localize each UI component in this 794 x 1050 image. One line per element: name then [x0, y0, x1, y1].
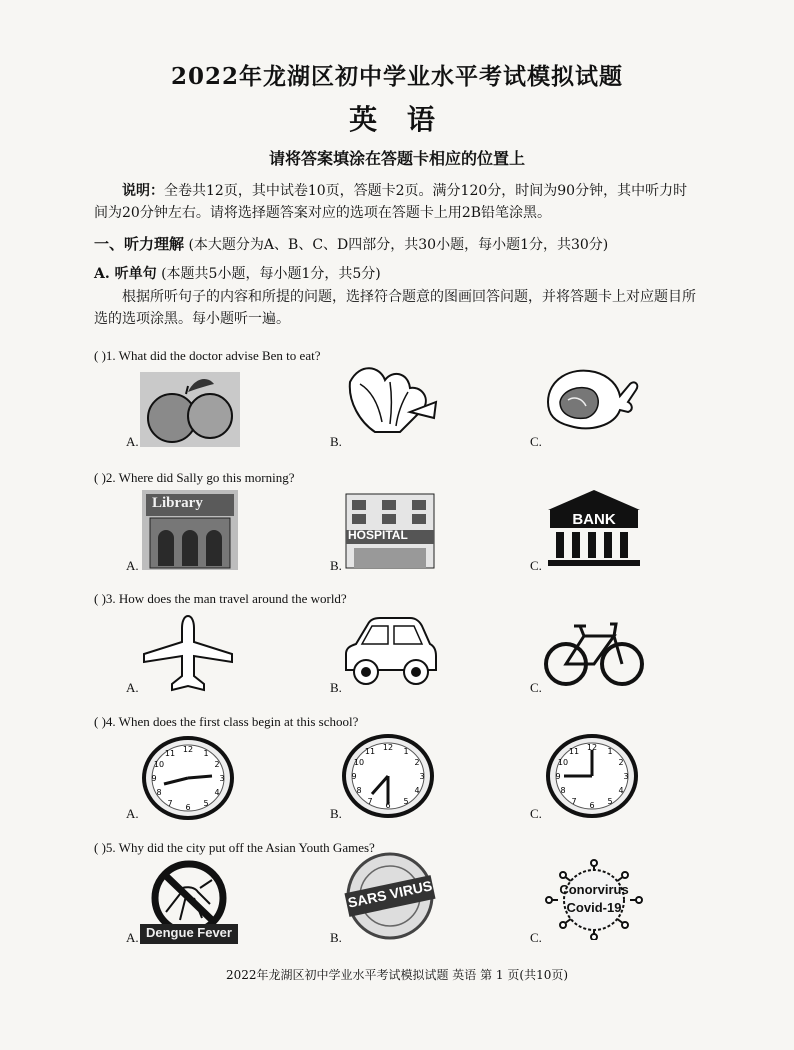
- hospital-sign: HOSPITAL: [348, 528, 408, 542]
- question-3: ( )3. How does the man travel around the world?: [94, 591, 347, 606]
- notes-label: 说明：: [122, 183, 164, 199]
- svg-text:6: 6: [385, 801, 391, 810]
- svg-text:1: 1: [607, 747, 613, 756]
- meat-icon: [540, 362, 640, 434]
- page-footer: 2022年龙湖区初中学业水平考试模拟试题 英语 第 1 页(共10页): [225, 968, 569, 982]
- library-sign: Library: [152, 495, 203, 511]
- subject-title: 英 语: [349, 103, 445, 136]
- car-icon: [340, 614, 438, 692]
- svg-text:5: 5: [403, 797, 409, 806]
- bank-icon: [546, 488, 642, 568]
- question-2: ( )2. Where did Sally go this morning?: [94, 470, 295, 485]
- svg-text:2: 2: [618, 758, 624, 767]
- svg-text:11: 11: [164, 749, 176, 758]
- q2-option-c: C.: [530, 558, 542, 573]
- svg-text:8: 8: [560, 786, 566, 795]
- dengue-sign: Dengue Fever: [146, 925, 232, 940]
- bank-sign: BANK: [572, 511, 616, 528]
- svg-text:10: 10: [353, 758, 365, 767]
- section-detail: (本大题分为A、B、C、D四部分，共30小题，每小题1分，共30分): [188, 237, 609, 253]
- q5-option-b: B.: [330, 930, 342, 945]
- svg-text:7: 7: [367, 797, 373, 806]
- svg-text:12: 12: [586, 743, 598, 752]
- q2-option-a: A.: [126, 558, 139, 573]
- clock-icon: [342, 734, 434, 818]
- question-4: ( )4. When does the first class begin at this school?: [94, 714, 359, 729]
- svg-text:5: 5: [607, 797, 613, 806]
- svg-text:7: 7: [167, 799, 173, 808]
- q3-option-a: A.: [126, 680, 139, 695]
- svg-text:6: 6: [589, 801, 595, 810]
- library-icon: [142, 490, 238, 570]
- answer-instruction: 请将答案填涂在答题卡相应的位置上: [268, 149, 525, 168]
- part-a-directions: 根据所听句子的内容和所提的问题，选择符合题意的图画回答问题，并将答题卡上对应题目所选的选项涂黑。每小题听一遍。: [94, 289, 696, 327]
- svg-text:9: 9: [151, 774, 157, 783]
- svg-text:8: 8: [356, 786, 362, 795]
- clock-icon: [142, 736, 234, 820]
- oranges-icon: [140, 372, 240, 447]
- svg-text:1: 1: [403, 747, 409, 756]
- q1-option-c: C.: [530, 434, 542, 449]
- q2-option-b: B.: [330, 558, 342, 573]
- svg-text:4: 4: [618, 786, 624, 795]
- svg-text:2: 2: [414, 758, 420, 767]
- svg-text:11: 11: [568, 747, 580, 756]
- svg-text:3: 3: [623, 772, 629, 781]
- svg-text:9: 9: [555, 772, 561, 781]
- airplane-icon: [142, 614, 234, 692]
- svg-text:10: 10: [557, 758, 569, 767]
- sars-virus-icon: [342, 852, 438, 940]
- vegetables-icon: [340, 362, 440, 440]
- svg-text:5: 5: [203, 799, 209, 808]
- hospital-icon: [342, 490, 438, 570]
- svg-text:3: 3: [419, 772, 425, 781]
- svg-text:1: 1: [203, 749, 209, 758]
- clock-icon: [546, 734, 638, 818]
- question-5: ( )5. Why did the city put off the Asian Youth Games?: [94, 840, 375, 855]
- part-a-heading: [94, 263, 381, 283]
- q5-option-c: C.: [530, 930, 542, 945]
- svg-text:12: 12: [182, 745, 194, 754]
- bicycle-icon: [544, 610, 644, 690]
- q4-option-a: A.: [126, 806, 139, 821]
- exam-notes: [94, 180, 698, 224]
- question-1: ( )1. What did the doctor advise Ben to eat?: [94, 348, 321, 363]
- svg-text:4: 4: [414, 786, 420, 795]
- q4-option-c: C.: [530, 806, 542, 821]
- section-title: 一、听力理解: [94, 235, 185, 253]
- svg-text:7: 7: [571, 797, 577, 806]
- svg-text:6: 6: [185, 803, 191, 812]
- mosquito-icon: [140, 860, 238, 944]
- section-heading: [94, 233, 608, 254]
- sars-sign: SARS VIRUS: [346, 877, 434, 911]
- exam-title: 2022年龙湖区初中学业水平考试模拟试题: [170, 63, 623, 90]
- part-a-detail: (本题共5小题，每小题1分，共5分): [161, 266, 381, 282]
- svg-text:4: 4: [214, 788, 220, 797]
- coronavirus-icon: [544, 858, 644, 940]
- svg-text:8: 8: [156, 788, 162, 797]
- q1-option-b: B.: [330, 434, 342, 449]
- svg-text:11: 11: [364, 747, 376, 756]
- svg-text:2: 2: [214, 760, 220, 769]
- svg-text:12: 12: [382, 743, 394, 752]
- notes-text: 全卷共12页，其中试卷10页，答题卡2页。满分120分，时间为90分钟，其中听力时间为20分钟左右。请将选择题答案对应的选项在答题卡上用2B铅笔涂黑。: [94, 183, 688, 221]
- covid-sign: Covid-19: [566, 900, 622, 915]
- svg-text:9: 9: [351, 772, 357, 781]
- svg-text:10: 10: [153, 760, 165, 769]
- coronavirus-sign: Conorvirus: [559, 882, 629, 897]
- q3-option-c: C.: [530, 680, 542, 695]
- q3-option-b: B.: [330, 680, 342, 695]
- svg-text:3: 3: [219, 774, 225, 783]
- q4-option-b: B.: [330, 806, 342, 821]
- q1-option-a: A.: [126, 434, 139, 449]
- q5-option-a: A.: [126, 930, 139, 945]
- part-a-title: A. 听单句: [94, 266, 157, 282]
